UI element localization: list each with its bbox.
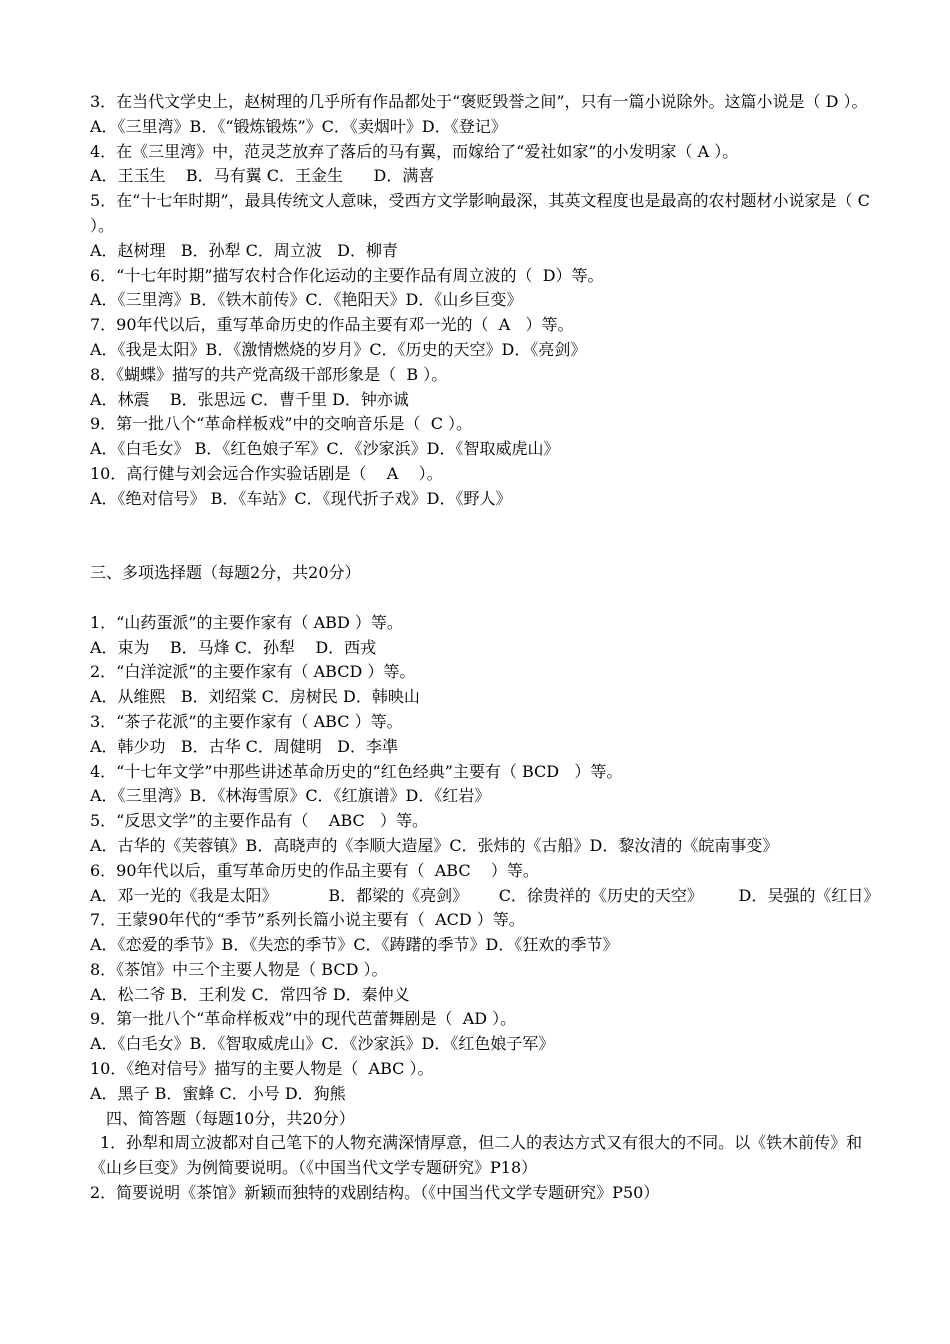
spacer [90, 536, 880, 561]
question-text: 1．“山药蛋派”的主要作家有（ ABD ）等。 [90, 612, 403, 632]
answer-options: A．《三里湾》B．《铁木前传》C．《艳阳天》D．《山乡巨变》 [90, 290, 523, 310]
indent [90, 1133, 100, 1152]
mc-question-6 [90, 859, 880, 909]
question-text: 9．第一批八个“革命样板戏”中的交响音乐是（ C ）。 [90, 414, 473, 434]
spacer [90, 512, 880, 537]
question-text: 9．第一批八个“革命样板戏”中的现代芭蕾舞剧是（ AD ）。 [90, 1009, 517, 1029]
question-text: 2．简要说明《茶馆》新颖而独特的戏剧结构。（《中国当代文学专题研究》P50） [90, 1183, 660, 1203]
section-heading-multiple-choice: 三、多项选择题（每题2分，共20分） [90, 563, 361, 583]
question-text: 8．《蝴蝶》描写的共产党高级干部形象是（ B ）。 [90, 364, 448, 384]
mc-question-3 [90, 710, 880, 760]
answer-options: A．古华的《芙蓉镇》B．高晓声的《李顺大造屋》C．张炜的《古船》D．黎汝清的《皖南事变》 [90, 835, 779, 855]
mc-question-9 [90, 1007, 880, 1057]
answer-options: A．《三里湾》B．《“锻炼锻炼”》C．《卖烟叶》D．《登记》 [90, 116, 507, 136]
answer-options: A．赵树理 B．孙犁 C．周立波 D．柳青 [90, 240, 398, 260]
mc-question-1 [90, 611, 880, 661]
question-6 [90, 264, 880, 314]
answer-options: A．《白毛女》 B．《红色娘子军》C．《沙家浜》D．《智取威虎山》 [90, 439, 560, 459]
question-body: 1．孙犁和周立波都对自己笔下的人物充满深情厚意，但二人的表达方式又有很大的不同。以《铁木前传》和《山乡巨变》为例简要说明。（《中国当代文学专题研究》P18） [90, 1133, 863, 1178]
question-4 [90, 140, 880, 190]
answer-options: A．黑子 B．蜜蜂 C．小号 D．狗熊 [90, 1083, 346, 1103]
section-heading-short-answer: 四、简答题（每题10分，共20分） [106, 1108, 355, 1128]
answer-options: A．《三里湾》B．《林海雪原》C．《红旗谱》D．《红岩》 [90, 786, 491, 806]
answer-options: A．林震 B．张思远 C．曹千里 D．钟亦诚 [90, 389, 409, 409]
answer-options: A．束为 B．马烽 C．孙犁 D．西戎 [90, 637, 377, 657]
question-8 [90, 363, 880, 413]
question-text: 5．“反思文学”的主要作品有（ ABC ）等。 [90, 811, 428, 831]
question-text: 2．“白洋淀派”的主要作家有（ ABCD ）等。 [90, 662, 416, 682]
question-text: 4．在《三里湾》中，范灵芝放弃了落后的马有翼，而嫁给了“爱社如家”的小发明家（ A ）。 [90, 141, 739, 161]
question-text: 7．90年代以后，重写革命历史的作品主要有邓一光的（ A ）等。 [90, 315, 574, 335]
mc-question-8 [90, 958, 880, 1008]
question-text: 6．90年代以后，重写革命历史的作品主要有（ ABC ）等。 [90, 860, 539, 880]
mc-question-7 [90, 908, 880, 958]
question-text: 10．高行健与刘会远合作实验话剧是（ A ）。 [90, 463, 443, 483]
answer-options: A．《恋爱的季节》B．《失恋的季节》C．《踌躇的季节》D．《狂欢的季节》 [90, 935, 619, 955]
mc-question-10 [90, 1057, 880, 1107]
spacer [90, 586, 880, 611]
answer-options: A．《绝对信号》 B．《车站》C．《现代折子戏》D．《野人》 [90, 488, 512, 508]
answer-options: A．韩少功 B．古华 C．周健明 D．李凖 [90, 736, 398, 756]
question-text: 4．“十七年文学”中那些讲述革命历史的“红色经典”主要有（ BCD ）等。 [90, 761, 623, 781]
document-page [90, 90, 886, 1206]
question-text: 6．“十七年时期”描写农村合作化运动的主要作品有周立波的（ D）等。 [90, 265, 604, 285]
question-text: 7．王蒙90年代的“季节”系列长篇小说主要有（ ACD ）等。 [90, 910, 525, 930]
answer-options: A．邓一光的《我是太阳》 B．都梁的《亮剑》 C．徐贵祥的《历史的天空》 D．吴强的《红日》 [90, 885, 880, 905]
mc-question-2 [90, 660, 880, 710]
question-7 [90, 313, 880, 363]
question-text: 3．在当代文学史上，赵树理的几乎所有作品都处于“褒贬毁誉之间”，只有一篇小说除外。这篇小说是（ D ）。 [90, 92, 868, 111]
question-10 [90, 462, 880, 512]
sa-question-2 [90, 1181, 880, 1206]
mc-question-4 [90, 760, 880, 810]
question-9 [90, 412, 880, 462]
answer-options: A．松二爷 B．王利发 C．常四爷 D．秦仲义 [90, 984, 410, 1004]
question-text: 10．《绝对信号》描写的主要人物是（ ABC ）。 [90, 1059, 434, 1079]
question-text [90, 1131, 880, 1181]
question-text: 3．“茶子花派”的主要作家有（ ABC ）等。 [90, 711, 403, 731]
question-3 [90, 90, 880, 140]
answer-options: A．从维熙 B．刘绍棠 C．房树民 D．韩映山 [90, 687, 420, 707]
answer-options: A．王玉生 B．马有翼 C．王金生 D．满喜 [90, 166, 435, 186]
answer-options: A．《我是太阳》B．《激情燃烧的岁月》C．《历史的天空》D．《亮剑》 [90, 339, 587, 359]
question-text: 8．《茶馆》中三个主要人物是（ BCD ）。 [90, 959, 388, 979]
answer-options: A．《白毛女》B．《智取威虎山》C．《沙家浜》D．《红色娘子军》 [90, 1034, 555, 1054]
question-5 [90, 189, 886, 263]
question-text: 5．在“十七年时期”，最具传统文人意味，受西方文学影响最深，其英文程度也是最高的农村题材小说家是（ C ）。 [90, 191, 886, 235]
sa-question-1 [90, 1131, 880, 1181]
mc-question-5 [90, 809, 880, 859]
